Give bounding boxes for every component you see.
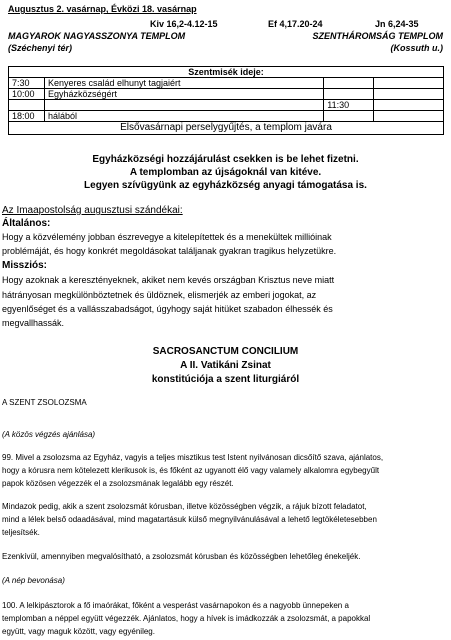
table-row: [9, 111, 444, 122]
paragraph-line: együtt, vagy maguk között, vagy egyénileg.: [2, 627, 155, 636]
table-row: [9, 89, 444, 100]
document-subtitle-2: konstitúciója a szent liturgiáról: [151, 374, 300, 385]
mass-right-intention: [374, 100, 444, 111]
paragraph-line: teljesítsék.: [2, 528, 40, 537]
mass-time: 18:00: [9, 111, 45, 122]
mass-intention: hálából: [44, 111, 323, 122]
paragraph-line: papok közösen végezzék el a zsolozsmának legalább egy részét.: [2, 479, 234, 488]
reading-1: Kiv 16,2-4.12-15: [150, 19, 218, 29]
mass-right-intention: [374, 89, 444, 100]
table-row: [9, 100, 444, 111]
collection-note: Elsővasárnapi perselygyűjtés, a templom javára: [9, 122, 444, 135]
subheading: (A közös végzés ajánlása): [2, 430, 96, 439]
mass-right-time: [324, 78, 374, 89]
mass-right-intention: [374, 111, 444, 122]
paragraph-line: hogy a kórusra nem kötelezett klerikusok is, és főként az ugyanott élő vagy valamely alkalomra egybegyűlt: [2, 466, 380, 475]
paragraph-line: Mindazok pedig, akik a szent zsolozsmát kórusban, illetve közösségben végzik, a rájuk bízott feladatot,: [2, 502, 367, 511]
reading-3: Jn 6,24-35: [375, 19, 419, 29]
table-footer-row: [9, 122, 444, 135]
mass-time: 10:00: [9, 89, 45, 100]
document-title: SACROSANCTUM CONCILIUM: [152, 346, 299, 357]
mission-line: egyenlőséget és a vallásszabadságot, úgyhogy saját hitüket szabadon élhessék és: [2, 304, 333, 314]
paragraph-line: templomban a néppel együtt végezzék. Ajánlatos, hogy a hívek is imádkozzák a zsolozsmát, a papokkal: [2, 614, 371, 623]
church-left-place: (Széchenyi tér): [8, 43, 73, 53]
paragraph-line: 100. A lelkipásztorok a fő imaórákat, főként a vesperást vasárnapokon és a nagyobb ünnepeken a: [2, 601, 349, 610]
general-line: Hogy a közvélemény jobban észrevegye a kitelepítettek és a menekültek millióinak: [2, 232, 332, 242]
mission-line: hátrányosan megkülönböztetnek és üldöznek, elismerjék az emberi jogokat, az: [2, 290, 317, 300]
mass-time: [9, 100, 45, 111]
mass-intention: [44, 100, 323, 111]
table-row: [9, 78, 444, 89]
mass-intention: Egyházközségért: [44, 89, 323, 100]
mass-schedule-table: [8, 66, 444, 135]
paragraph-line: 99. Mivel a zsolozsma az Egyház, vagyis a teljes misztikus test Istent nyilvánosan dicsőítő szava, ajánlatos,: [2, 453, 384, 462]
table-header-row: [9, 67, 444, 78]
mass-table-title: Szentmisék ideje:: [9, 67, 444, 78]
church-left-name: MAGYAROK NAGYASSZONYA TEMPLOM: [8, 31, 186, 41]
mission-line: megvallhassák.: [2, 318, 65, 328]
date-line: Augusztus 2. vasárnap, Évközi 18. vasárnap: [8, 4, 197, 14]
prayer-heading: Az Imaapostolság augusztusi szándékai:: [2, 205, 183, 216]
notice-line-2: A templomban az újságoknál van kitéve.: [129, 167, 322, 178]
mass-right-intention: [374, 78, 444, 89]
mass-right-time: [324, 89, 374, 100]
reading-2: Ef 4,17.20-24: [268, 19, 323, 29]
subheading: (A nép bevonása): [2, 576, 65, 585]
church-right-name: SZENTHÁROMSÁG TEMPLOM: [312, 31, 443, 41]
notice-line-3: Legyen szívügyünk az egyházközség anyagi támogatása is.: [84, 180, 367, 191]
paragraph-line: mind a lélek belső odaadásával, mind magatartásuk külső megnyilvánulásával a lehető legtökéletesebben: [2, 515, 377, 524]
mass-intention: Kenyeres család elhunyt tagjaiért: [44, 78, 323, 89]
mass-right-time: [324, 111, 374, 122]
notice-line-1: Egyházközségi hozzájárulást csekken is be lehet fizetni.: [92, 154, 359, 165]
general-label: Általános:: [2, 218, 51, 229]
paragraph-line: Ezenkívül, amennyiben megvalósítható, a zsolozsmát kórusban és közösségben lehetőleg énekeljék.: [2, 552, 361, 561]
document-subtitle: A II. Vatikáni Zsinat: [180, 360, 271, 371]
church-right-place: (Kossuth u.): [390, 43, 443, 53]
mass-time: 7:30: [9, 78, 45, 89]
mass-right-time: 11:30: [324, 100, 374, 111]
mission-line: Hogy azoknak a keresztényeknek, akiket nem kevés országban Krisztus neve miatt: [2, 275, 335, 285]
mission-label: Missziós:: [2, 260, 48, 271]
general-line: problémáját, és hogy konkrét megoldásokat találjanak gyakran tragikus helyzetükre.: [2, 246, 337, 256]
section-heading: A SZENT ZSOLOZSMA: [2, 398, 87, 407]
